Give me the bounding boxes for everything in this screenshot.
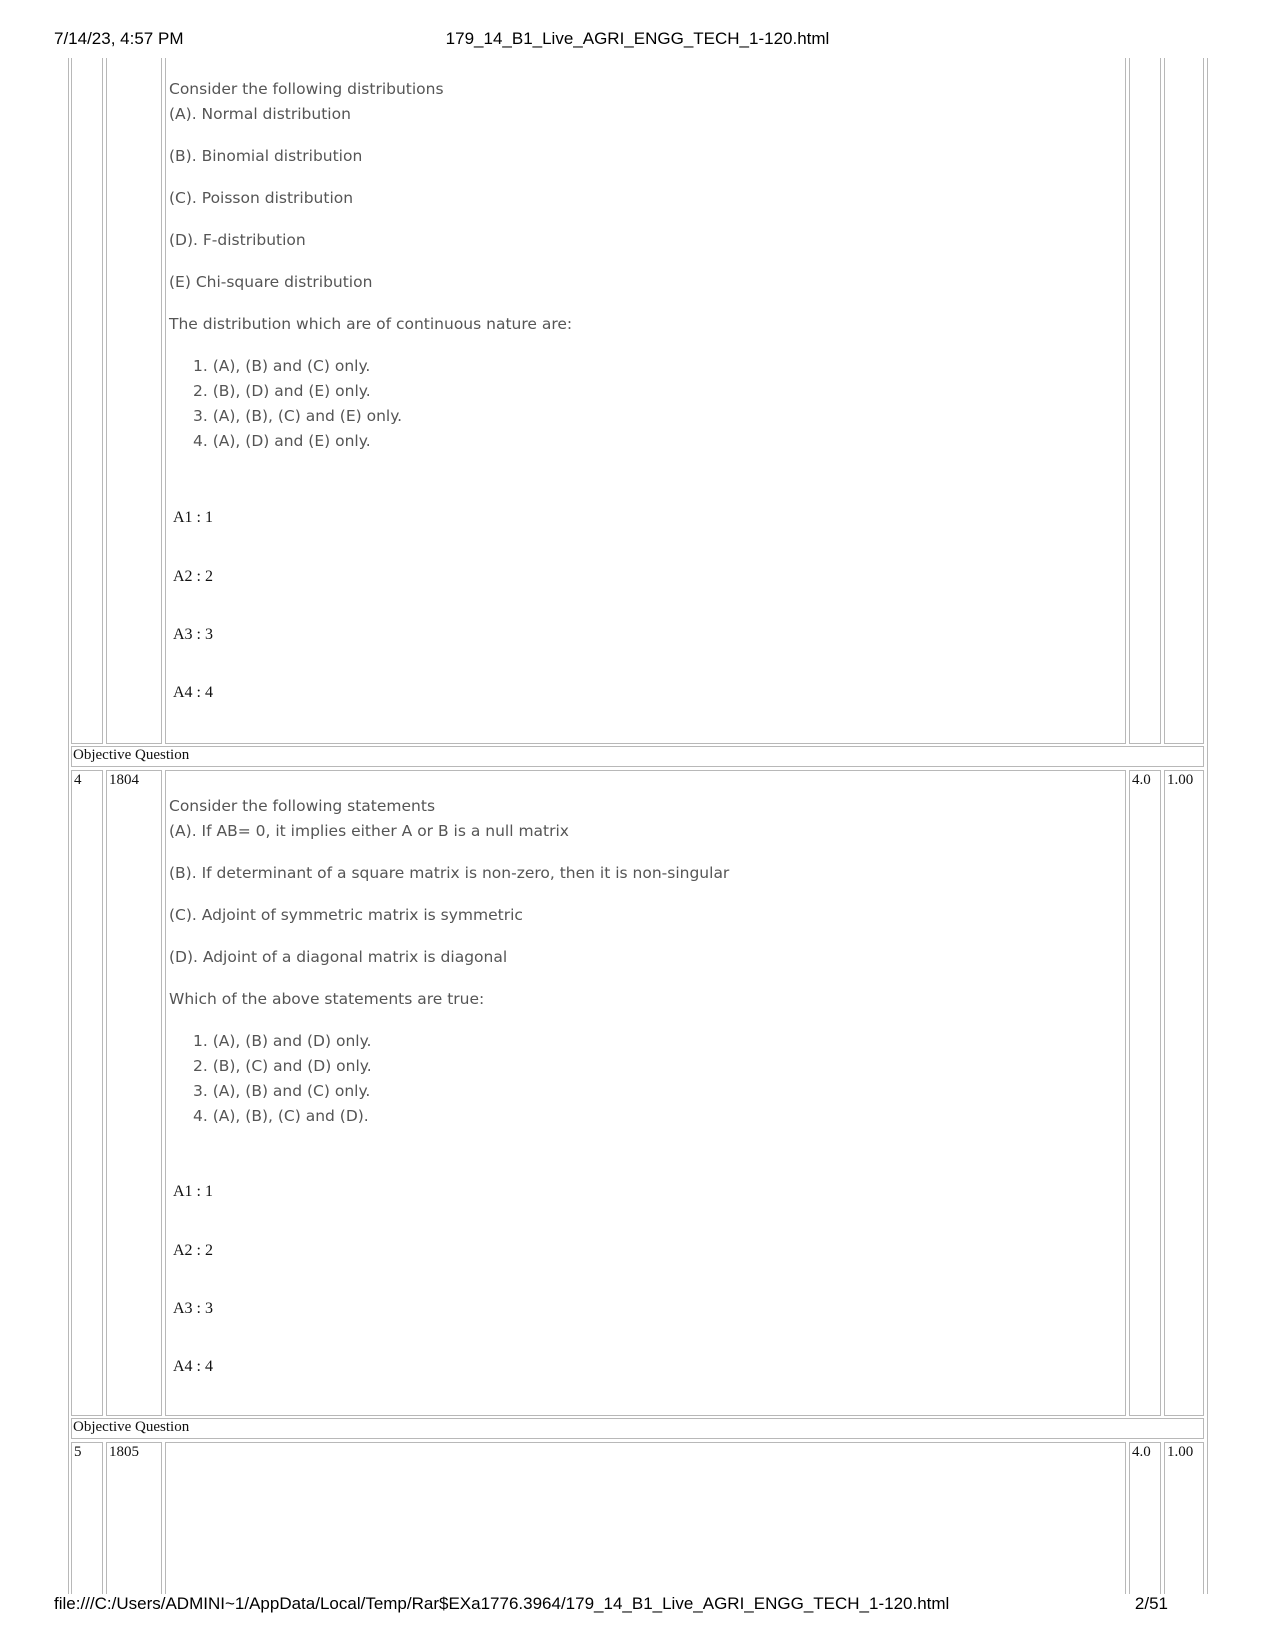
q3-answer: A3 : 3 (173, 626, 213, 643)
q3-answer: A1 : 1 (173, 509, 213, 526)
q5-marks-cell (1129, 1442, 1161, 1594)
q4-statement: (D). Adjoint of a diagonal matrix is diagonal (169, 948, 508, 966)
q5-serial: 5 (74, 1444, 82, 1460)
print-datetime: 7/14/23, 4:57 PM (54, 29, 184, 48)
q4-id-cell (106, 770, 162, 1416)
q4-statement: (C). Adjoint of symmetric matrix is symmetric (169, 906, 523, 924)
q4-answer: A2 : 2 (173, 1242, 213, 1259)
q5-negative-cell (1164, 1442, 1204, 1594)
q4-id: 1804 (109, 772, 139, 788)
q3-id-cell (106, 58, 162, 744)
question-type-label: Objective Question (73, 747, 190, 763)
q4-marks: 4.0 (1132, 772, 1151, 788)
q5-negative: 1.00 (1167, 1444, 1194, 1460)
q4-intro: Consider the following statements (169, 797, 436, 815)
q3-marks-cell (1129, 58, 1161, 744)
q3-option: 4. (A), (D) and (E) only. (193, 432, 371, 450)
q4-statement: (B). If determinant of a square matrix is non-zero, then it is non-singular (169, 864, 730, 882)
q4-option: 1. (A), (B) and (D) only. (193, 1032, 372, 1050)
question-type-row (71, 746, 1204, 767)
q3-statement: (A). Normal distribution (169, 105, 351, 123)
q4-answer: A3 : 3 (173, 1300, 213, 1317)
q4-option: 4. (A), (B), (C) and (D). (193, 1107, 369, 1125)
q4-serial: 4 (74, 772, 82, 788)
q4-option: 2. (B), (C) and (D) only. (193, 1057, 372, 1075)
q4-option: 3. (A), (B) and (C) only. (193, 1082, 371, 1100)
q5-id-cell (106, 1442, 162, 1594)
q4-serial-cell (71, 770, 103, 1416)
q3-option: 3. (A), (B), (C) and (E) only. (193, 407, 403, 425)
question-type-row (71, 1418, 1204, 1439)
page-number: 2/51 (1134, 1594, 1168, 1613)
q4-negative-cell (1164, 770, 1204, 1416)
q5-id: 1805 (109, 1444, 139, 1460)
table-border-left (68, 58, 69, 1594)
q3-option: 2. (B), (D) and (E) only. (193, 382, 371, 400)
q3-serial-cell (71, 58, 103, 744)
q4-negative: 1.00 (1167, 772, 1194, 788)
q3-statement: (E) Chi-square distribution (169, 273, 373, 291)
q5-marks: 4.0 (1132, 1444, 1151, 1460)
q3-option: 1. (A), (B) and (C) only. (193, 357, 371, 375)
q3-prompt: The distribution which are of continuous nature are: (169, 315, 573, 333)
q3-answer: A4 : 4 (173, 684, 213, 701)
q3-statement: (D). F-distribution (169, 231, 306, 249)
q4-answer: A4 : 4 (173, 1358, 213, 1375)
question-type-label: Objective Question (73, 1419, 190, 1435)
q3-answer: A2 : 2 (173, 568, 213, 585)
q3-statement: (B). Binomial distribution (169, 147, 363, 165)
file-path: file:///C:/Users/ADMINI~1/AppData/Local/Temp/Rar$EXa1776.3964/179_14_B1_Live_AGRI_ENGG_TECH_1-120.html (54, 1594, 950, 1613)
q4-statement: (A). If AB= 0, it implies either A or B is a null matrix (169, 822, 569, 840)
q3-statement: (C). Poisson distribution (169, 189, 354, 207)
q4-answer: A1 : 1 (173, 1183, 213, 1200)
document-title: 179_14_B1_Live_AGRI_ENGG_TECH_1-120.html (445, 29, 830, 48)
q4-prompt: Which of the above statements are true: (169, 990, 485, 1008)
q5-serial-cell (71, 1442, 103, 1594)
q4-marks-cell (1129, 770, 1161, 1416)
q5-content-cell (165, 1442, 1126, 1594)
table-border-right (1207, 58, 1208, 1594)
q3-negative-cell (1164, 58, 1204, 744)
q3-intro: Consider the following distributions (169, 80, 444, 98)
